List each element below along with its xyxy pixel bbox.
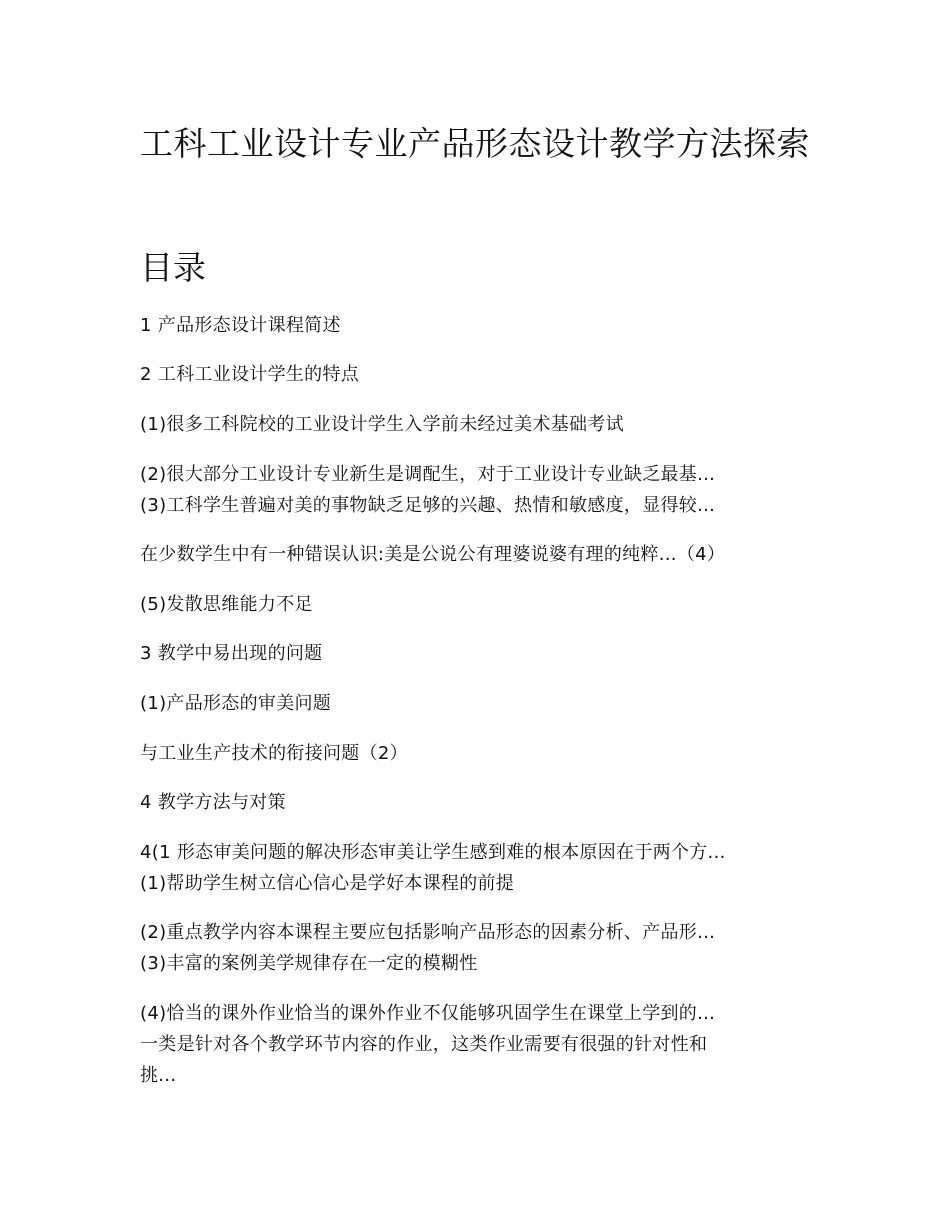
toc-item-3-1[interactable]: (1)产品形态的审美问题 (140, 693, 332, 714)
toc-item-3-2[interactable]: 与工业生产技术的衔接问题（2） (140, 743, 408, 764)
toc-item-2-5[interactable]: (5)发散思维能力不足 (140, 594, 313, 615)
toc-item-2-1[interactable]: (1)很多工科院校的工业设计学生入学前未经过美术基础考试 (140, 414, 624, 435)
toc-item-4-1[interactable]: 4(1 形态审美问题的解决形态审美让学生感到难的根本原因在于两个方... (140, 842, 726, 863)
toc-item-4-1-5[interactable]: 一类是针对各个教学环节内容的作业，这类作业需要有很强的针对性和 (140, 1034, 708, 1055)
toc-item-4[interactable]: 4 教学方法与对策 (140, 792, 286, 813)
toc-item-2-3[interactable]: (3)工科学生普遍对美的事物缺乏足够的兴趣、热情和敏感度，显得较... (140, 495, 716, 516)
toc-item-4-1-2[interactable]: (2)重点教学内容本课程主要应包括影响产品形态的因素分析、产品形... (140, 922, 716, 943)
toc-heading: 目录 (140, 248, 206, 287)
toc-item-2-4[interactable]: 在少数学生中有一种错误认识:美是公说公有理婆说婆有理的纯粹...（4） (140, 544, 726, 565)
toc-item-4-1-5-cont: 挑... (140, 1065, 177, 1086)
toc-item-1[interactable]: 1 产品形态设计课程简述 (140, 315, 341, 336)
toc-item-2[interactable]: 2 工科工业设计学生的特点 (140, 364, 360, 385)
toc-item-4-1-3[interactable]: (3)丰富的案例美学规律存在一定的模糊性 (140, 953, 478, 974)
toc-item-4-1-1[interactable]: (1)帮助学生树立信心信心是学好本课程的前提 (140, 873, 515, 894)
document-title: 工科工业设计专业产品形态设计教学方法探索 (140, 124, 810, 163)
toc-item-4-1-4[interactable]: (4)恰当的课外作业恰当的课外作业不仅能够巩固学生在课堂上学到的... (140, 1003, 716, 1024)
toc-item-2-2[interactable]: (2)很大部分工业设计专业新生是调配生，对于工业设计专业缺乏最基... (140, 464, 716, 485)
toc-item-3[interactable]: 3 教学中易出现的问题 (140, 643, 323, 664)
